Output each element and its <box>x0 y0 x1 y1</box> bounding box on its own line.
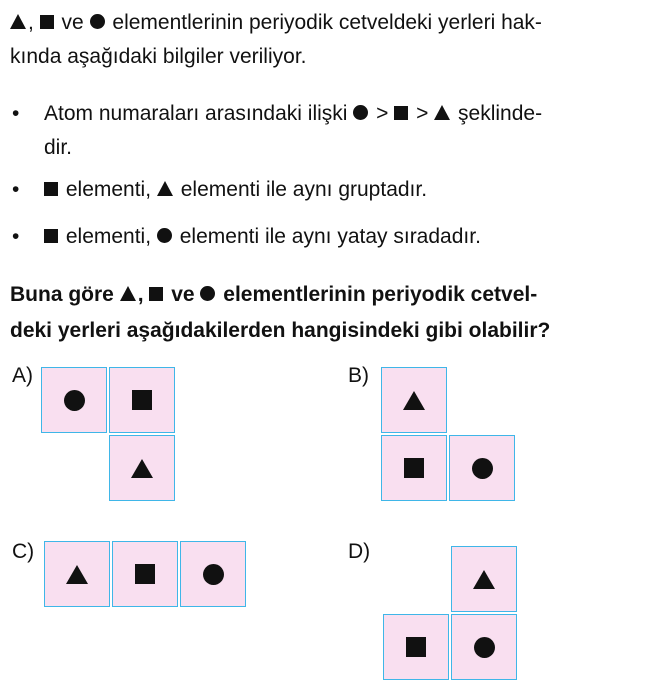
question-line-2: deki yerleri aşağıdakilerden hangisindeki gibi olabilir? <box>10 319 551 342</box>
circle-icon <box>64 390 85 411</box>
option-b-label[interactable]: B) <box>348 364 369 387</box>
intro-ve: ve <box>61 11 84 34</box>
question-ve: ve <box>171 283 195 306</box>
option-c-cell-3 <box>180 541 246 607</box>
intro-line-1-text: elementlerinin periyodik cetveldeki yerleri hak- <box>112 11 542 34</box>
option-d-label[interactable]: D) <box>348 540 371 563</box>
option-b-cell-3 <box>449 435 515 501</box>
question-line-1 <box>10 277 640 313</box>
square-icon <box>132 390 152 410</box>
intro-paragraph <box>10 6 640 74</box>
square-icon <box>44 182 58 196</box>
option-d-cell-1 <box>451 546 517 612</box>
question-text <box>10 277 640 349</box>
option-d-cell-2 <box>383 614 449 680</box>
intro-line-1: , ve elementlerinin periyodik cetveldeki yerleri hak- <box>10 6 640 40</box>
option-b-cell-2 <box>381 435 447 501</box>
question-pre: Buna göre <box>10 283 114 306</box>
bullet-marker: • <box>12 225 20 248</box>
bullet-1-post: şeklinde- <box>458 102 543 125</box>
triangle-icon <box>10 14 26 29</box>
option-a-cell-1 <box>41 367 107 433</box>
square-icon <box>394 106 408 120</box>
bullet-3-post: elementi ile aynı yatay sıradadır. <box>179 225 481 248</box>
greater-than: > <box>376 102 389 125</box>
square-icon <box>135 564 155 584</box>
square-icon <box>44 229 58 243</box>
bullet-3-text <box>44 220 481 254</box>
triangle-icon <box>434 105 450 120</box>
circle-icon <box>353 105 368 120</box>
intro-line-2: kında aşağıdaki bilgiler veriliyor. <box>10 45 307 68</box>
option-b-cell-1 <box>381 367 447 433</box>
circle-icon <box>472 458 493 479</box>
square-icon <box>406 637 426 657</box>
option-a-cell-3 <box>109 435 175 501</box>
bullet-2-text <box>44 173 427 207</box>
bullet-2-mid: elementi, <box>65 178 152 201</box>
square-icon <box>149 287 163 301</box>
bullet-marker: • <box>12 102 20 125</box>
option-a-label[interactable]: A) <box>12 364 33 387</box>
triangle-icon <box>66 565 88 584</box>
question-rest: elementlerinin periyodik cetvel- <box>223 283 538 306</box>
option-d-cell-3 <box>451 614 517 680</box>
triangle-icon <box>473 570 495 589</box>
triangle-icon <box>131 459 153 478</box>
circle-icon <box>157 228 172 243</box>
circle-icon <box>200 286 215 301</box>
option-c-cell-2 <box>112 541 178 607</box>
triangle-icon <box>403 391 425 410</box>
option-c-label[interactable]: C) <box>12 540 35 563</box>
bullet-2-post: elementi ile aynı gruptadır. <box>180 178 428 201</box>
bullet-1-text <box>44 97 542 131</box>
square-icon <box>404 458 424 478</box>
square-icon <box>40 15 54 29</box>
triangle-icon <box>157 181 173 196</box>
option-c-cell-1 <box>44 541 110 607</box>
circle-icon <box>90 14 105 29</box>
option-a-cell-2 <box>109 367 175 433</box>
bullet-1-pre: Atom numaraları arasındaki ilişki <box>44 102 348 125</box>
triangle-icon <box>120 286 136 301</box>
question-comma: , <box>137 283 144 306</box>
bullet-marker: • <box>12 178 20 201</box>
circle-icon <box>203 564 224 585</box>
circle-icon <box>474 637 495 658</box>
bullet-3-mid: elementi, <box>65 225 152 248</box>
bullet-1-line-2: dir. <box>44 136 73 159</box>
greater-than: > <box>416 102 429 125</box>
